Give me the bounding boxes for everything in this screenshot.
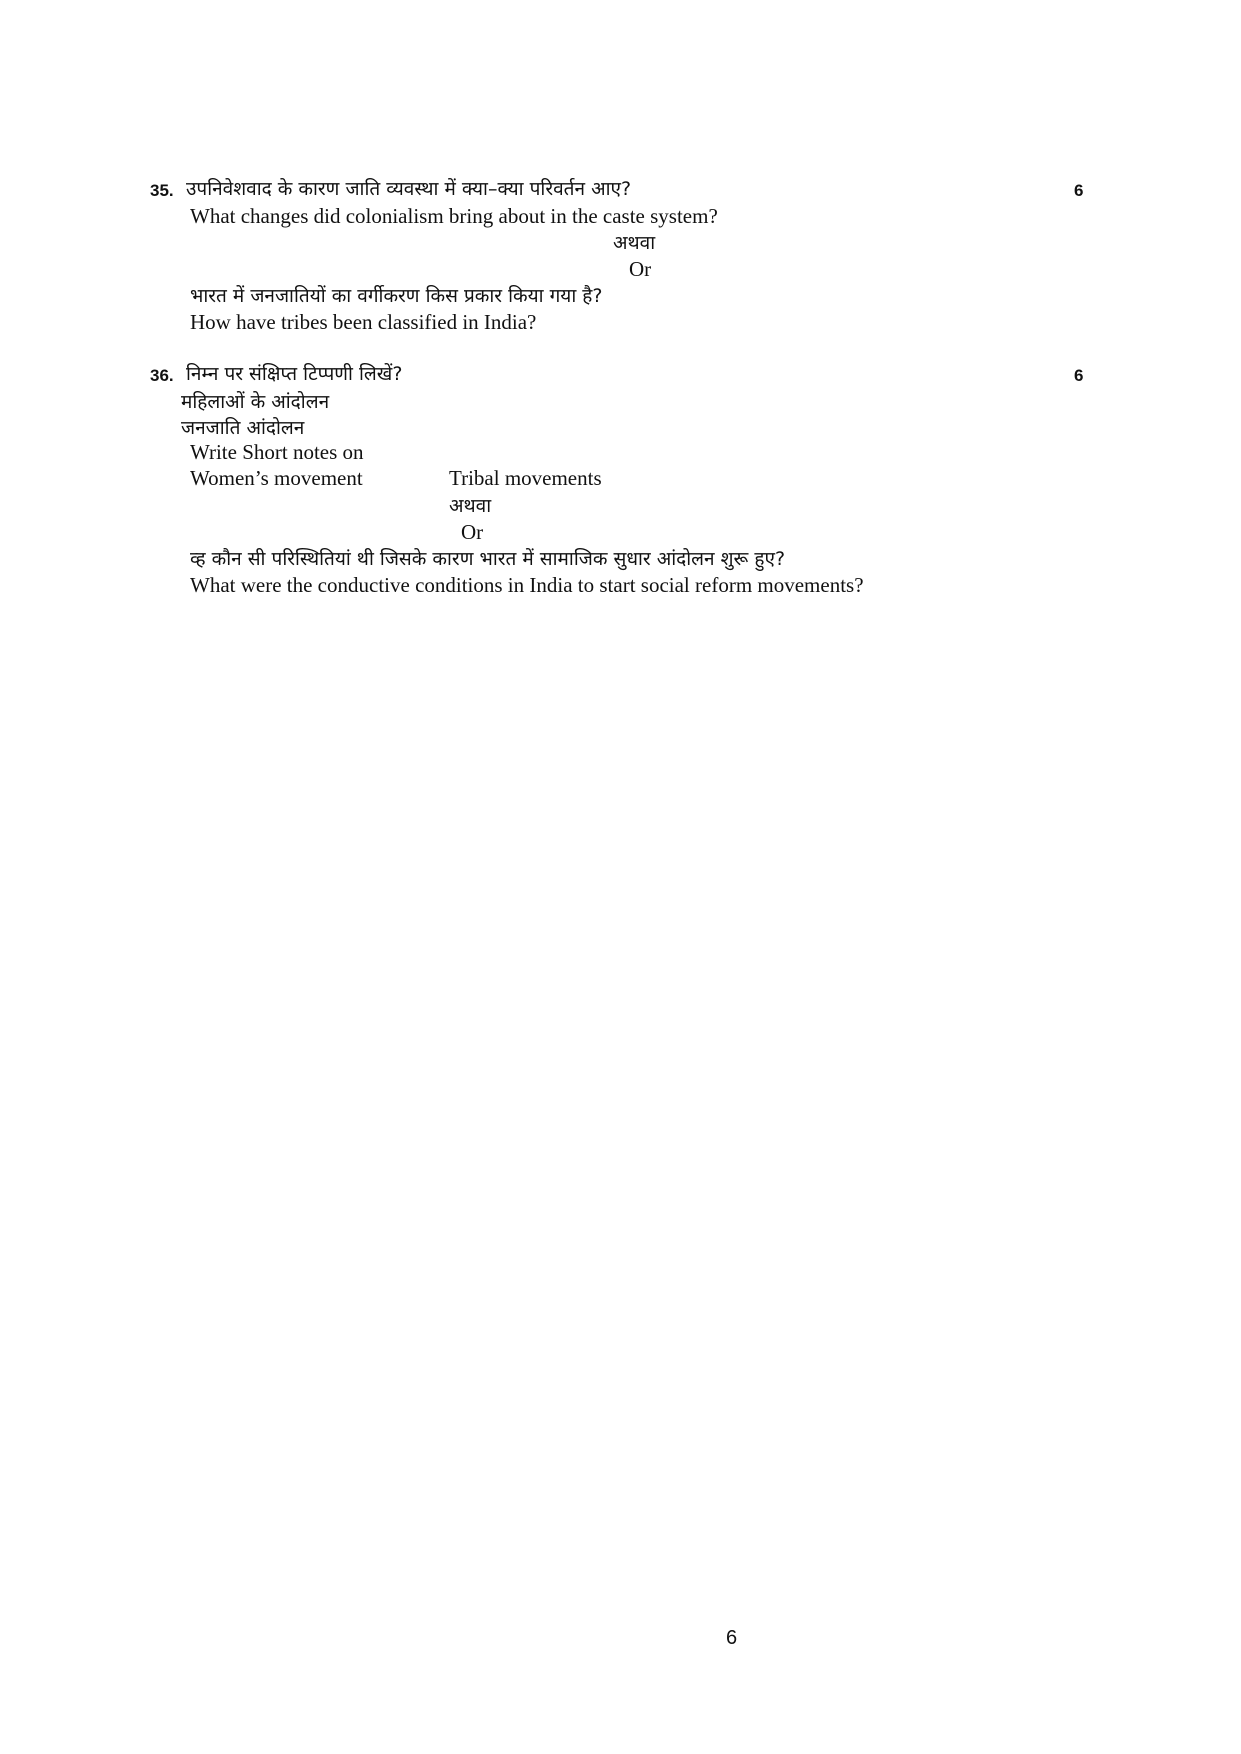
or-hindi: अथवा xyxy=(449,495,492,517)
or-english: Or xyxy=(461,520,484,544)
or-english: Or xyxy=(629,257,652,281)
alternative-question-hindi: व्ह कौन सी परिस्थितियां थी जिसके कारण भारत में सामाजिक सुधार आंदोलन शुरू हुए? xyxy=(190,548,786,570)
alternative-question-english: What were the conductive conditions in India to start social reform movements? xyxy=(190,573,864,597)
alternative-question-hindi: भारत में जनजातियों का वर्गीकरण किस प्रकार किया गया है? xyxy=(190,285,603,307)
topic-hindi-womens-movement: महिलाओं के आंदोलन xyxy=(181,391,330,413)
marks: 6 xyxy=(1074,181,1084,200)
question-number: 35. xyxy=(150,181,174,200)
question-english: Write Short notes on xyxy=(190,440,364,464)
question-number: 36. xyxy=(150,366,174,385)
question-hindi: निम्न पर संक्षिप्त टिप्पणी लिखें? xyxy=(186,363,403,385)
topic-hindi-tribal-movement: जनजाति आंदोलन xyxy=(181,417,305,439)
question-english: What changes did colonialism bring about in the caste system? xyxy=(190,204,718,228)
or-hindi: अथवा xyxy=(613,232,656,254)
topic-english-tribal-movements: Tribal movements xyxy=(449,466,602,490)
question-hindi: उपनिवेशवाद के कारण जाति व्यवस्था में क्या–क्या परिवर्तन आए? xyxy=(186,178,632,200)
marks: 6 xyxy=(1074,366,1084,385)
topic-english-womens-movement: Women’s movement xyxy=(190,466,363,490)
alternative-question-english: How have tribes been classified in India? xyxy=(190,310,537,334)
page-number: 6 xyxy=(726,1627,738,1649)
